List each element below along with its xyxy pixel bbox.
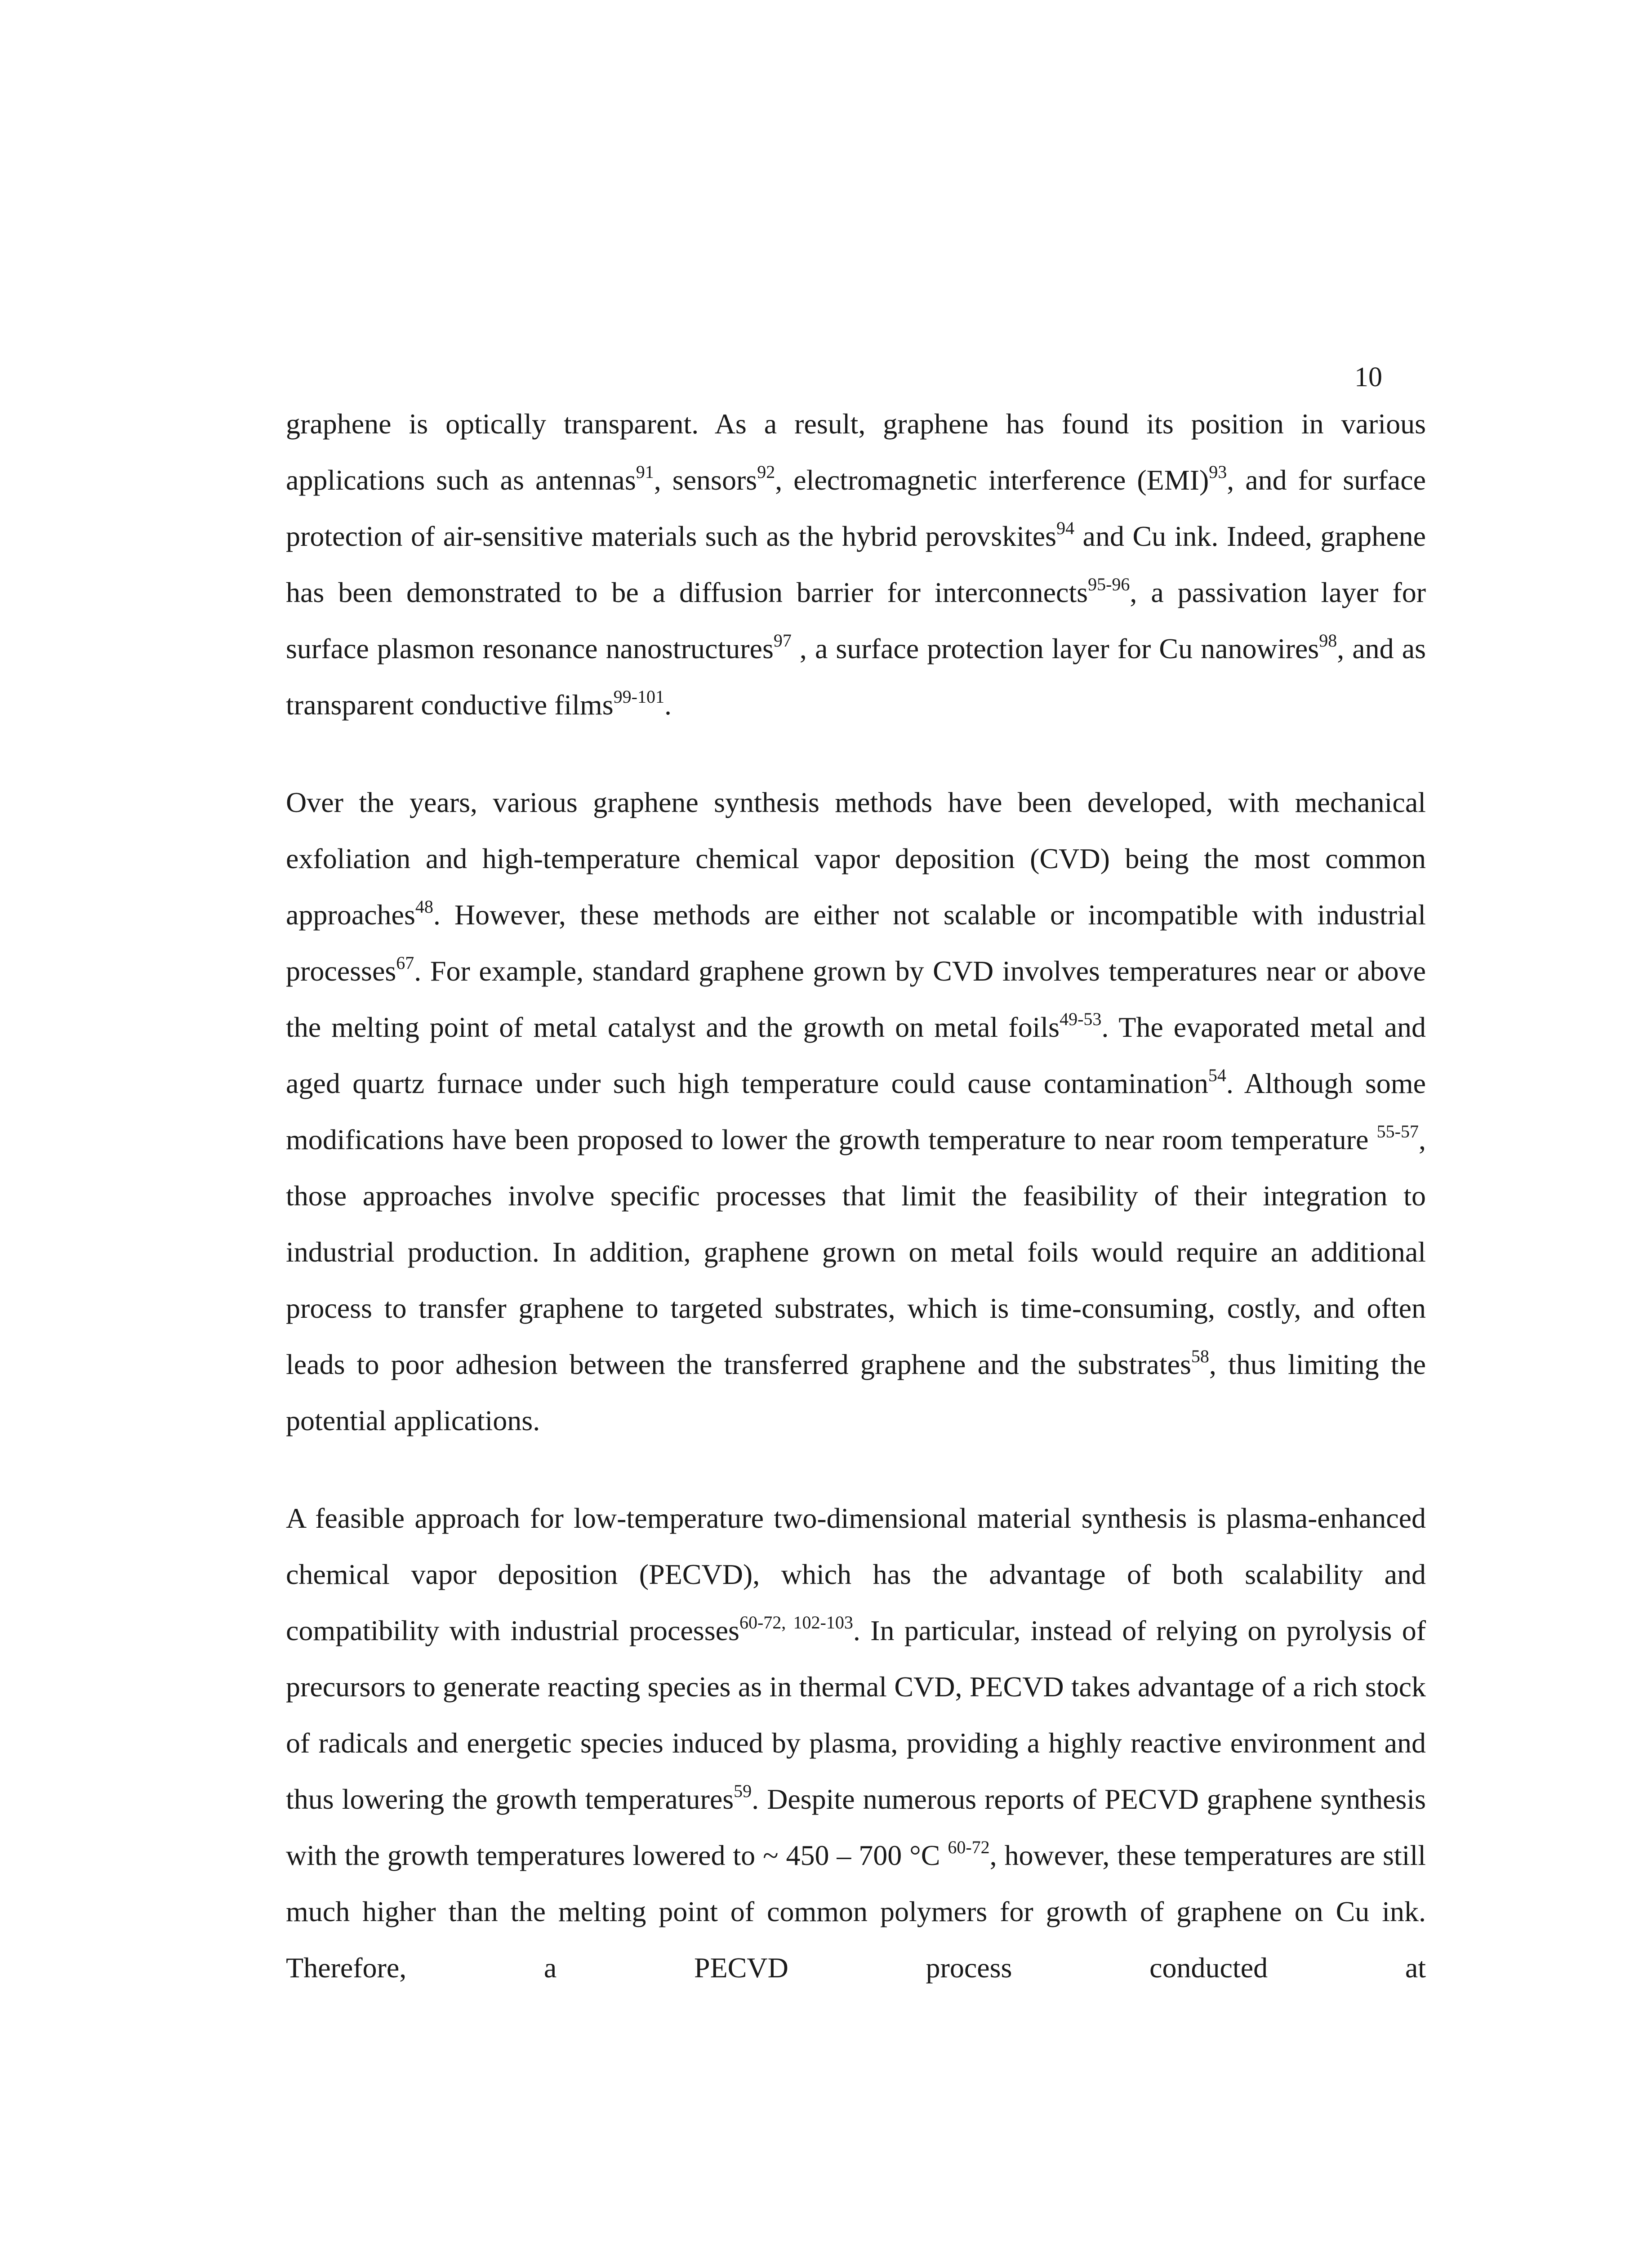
text-run: Over the years, various graphene synthesis methods have been developed, with mechanical exfoliation and high-temperature chemical vapor deposition (CVD) being the most common approaches bbox=[286, 786, 1426, 931]
text-run: , thus limiting the potential applications. bbox=[286, 1348, 1426, 1436]
text-run: graphene is optically transparent. As a result, graphene has found its position in various applications such as antennas bbox=[286, 408, 1426, 496]
text-run: . Despite numerous reports of PECVD graphene synthesis with the growth temperatures lowered to ~ 450 – 700 °C bbox=[286, 1783, 1426, 1871]
citation-superscript: 54 bbox=[1208, 1065, 1226, 1085]
citation-superscript: 99-101 bbox=[613, 686, 664, 707]
document-body bbox=[286, 396, 1426, 2037]
citation-superscript: 93 bbox=[1209, 461, 1227, 482]
paragraph bbox=[286, 396, 1426, 733]
text-run: . The evaporated metal and aged quartz furnace under such high temperature could cause contamination bbox=[286, 1011, 1426, 1099]
text-run: , those approaches involve specific processes that limit the feasibility of their integration to industrial production. In addition, graphene grown on metal foils would require an additional process to transfer graphene to targeted substrates, which is time-consuming, costly, and often leads to poor adhesion between the transferred graphene and the substrates bbox=[286, 1124, 1426, 1380]
citation-superscript: 48 bbox=[415, 896, 433, 917]
text-run: , and as transparent conductive films bbox=[286, 633, 1426, 721]
citation-superscript: 58 bbox=[1191, 1346, 1209, 1366]
citation-superscript: 49-53 bbox=[1060, 1008, 1102, 1029]
citation-superscript: 98 bbox=[1319, 630, 1337, 651]
citation-superscript: 97 bbox=[773, 630, 792, 651]
text-run: , and for surface protection of air-sensitive materials such as the hybrid perovskites bbox=[286, 464, 1426, 552]
citation-superscript: 95-96 bbox=[1088, 574, 1130, 594]
citation-superscript: 94 bbox=[1056, 517, 1075, 538]
text-run: , sensors bbox=[654, 464, 757, 496]
text-run: . For example, standard graphene grown by CVD involves temperatures near or above the melting point of metal catalyst and the growth on metal foils bbox=[286, 955, 1426, 1043]
page-number: 10 bbox=[1354, 362, 1382, 393]
citation-superscript: 60-72 bbox=[948, 1837, 990, 1857]
text-run: , electromagnetic interference (EMI) bbox=[775, 464, 1209, 496]
text-run: , a passivation layer for surface plasmon resonance nanostructures bbox=[286, 576, 1426, 665]
text-run: , however, these temperatures are still much higher than the melting point of common polymers for growth of graphene on Cu ink. Therefore, a PECVD process conducted at bbox=[286, 1839, 1426, 1984]
citation-superscript: 91 bbox=[636, 461, 654, 482]
text-run: . In particular, instead of relying on pyrolysis of precursors to generate reacting species as in thermal CVD, PECVD takes advantage of a rich stock of radicals and energetic species induced by plasma, providing a highly reactive environment and thus lowering the growth temperatures bbox=[286, 1615, 1426, 1815]
text-run: . However, these methods are either not scalable or incompatible with industrial processes bbox=[286, 899, 1426, 987]
text-run: , a surface protection layer for Cu nanowires bbox=[791, 633, 1319, 665]
paragraph bbox=[286, 1490, 1426, 1996]
citation-superscript: 60-72, 102-103 bbox=[739, 1612, 853, 1632]
text-run: and Cu ink. Indeed, graphene has been demonstrated to be a diffusion barrier for interconnects bbox=[286, 520, 1426, 608]
text-run: A feasible approach for low-temperature two-dimensional material synthesis is plasma-enhanced chemical vapor deposition (PECVD), which has the advantage of both scalability and compatibility with industrial processes bbox=[286, 1502, 1426, 1646]
citation-superscript: 55-57 bbox=[1376, 1121, 1419, 1142]
citation-superscript: 59 bbox=[734, 1780, 752, 1801]
text-run: . Although some modifications have been proposed to lower the growth temperature to near room temperature bbox=[286, 1067, 1426, 1155]
citation-superscript: 67 bbox=[396, 952, 414, 973]
paragraph bbox=[286, 774, 1426, 1449]
text-run: . bbox=[664, 689, 672, 721]
citation-superscript: 92 bbox=[757, 461, 775, 482]
